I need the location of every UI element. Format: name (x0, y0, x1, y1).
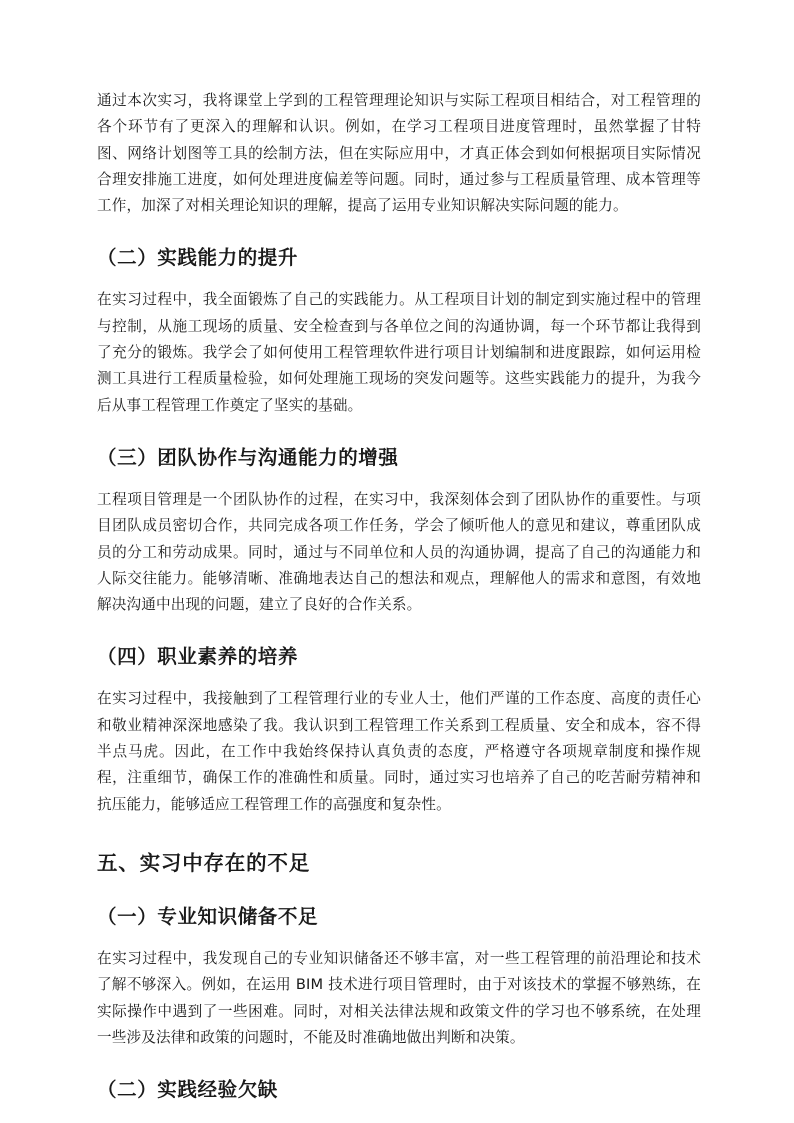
intro-paragraph: 通过本次实习，我将课堂上学到的工程管理理论知识与实际工程项目相结合，对工程管理的各个环节有了更深入的理解和认识。例如，在学习工程项目进度管理时，虽然掌握了甘特图、网络计划图等工具的绘制方法，但在实际应用中，才真正体会到如何根据项目实际情况合理安排施工进度，如何处理进度偏差等问题。同时，通过参与工程质量管理、成本管理等工作，加深了对相关理论知识的理解，提高了运用专业知识解决实际问题的能力。 (97, 92, 701, 215)
heading-experience-lacking: （二）实践经验欠缺 (97, 1078, 278, 1102)
document-page (97, 88, 701, 1104)
heading-practice-ability: （二）实践能力的提升 (97, 246, 299, 270)
heading-teamwork: （三）团队协作与沟通能力的增强 (97, 445, 399, 469)
heading-knowledge-shortage: （一）专业知识储备不足 (97, 904, 319, 928)
practice-ability-paragraph: 在实习过程中，我全面锻炼了自己的实践能力。从工程项目计划的制定到实施过程中的管理与控制，从施工现场的质量、安全检查到与各单位之间的沟通协调，每一个环节都让我得到了充分的锻炼。我学会了如何使用工程管理软件进行项目计划编制和进度跟踪，如何运用检测工具进行工程质量检验，如何处理施工现场的突发问题等。这些实践能力的提升，为我今后从事工程管理工作奠定了坚实的基础。 (97, 291, 701, 414)
section-title-shortcomings: 五、实习中存在的不足 (97, 850, 310, 875)
knowledge-shortage-paragraph: 在实习过程中，我发现自己的专业知识储备还不够丰富，对一些工程管理的前沿理论和技术了解不够深入。例如，在运用 BIM 技术进行项目管理时，由于对该技术的掌握不够熟练，在实际操作中遇到了一些困难。同时，对相关法律法规和政策文件的学习也不够系统，在处理一些涉及法律和政策的问题时，不能及时准确地做出判断和决策。 (97, 949, 701, 1046)
heading-professionalism: （四）职业素养的培养 (97, 645, 299, 669)
professionalism-paragraph: 在实习过程中，我接触到了工程管理行业的专业人士，他们严谨的工作态度、高度的责任心和敬业精神深深地感染了我。我认识到工程管理工作关系到工程质量、安全和成本，容不得半点马虎。因此，在工作中我始终保持认真负责的态度，严格遵守各项规章制度和操作规程，注重细节，确保工作的准确性和质量。同时，通过实习也培养了自己的吃苦耐劳精神和抗压能力，能够适应工程管理工作的高强度和复杂性。 (97, 690, 701, 813)
teamwork-paragraph: 工程项目管理是一个团队协作的过程，在实习中，我深刻体会到了团队协作的重要性。与项目团队成员密切合作，共同完成各项工作任务，学会了倾听他人的意见和建议，尊重团队成员的分工和劳动成果。同时，通过与不同单位和人员的沟通协调，提高了自己的沟通能力和人际交往能力。能够清晰、准确地表达自己的想法和观点，理解他人的需求和意图，有效地解决沟通中出现的问题，建立了良好的合作关系。 (97, 490, 701, 614)
